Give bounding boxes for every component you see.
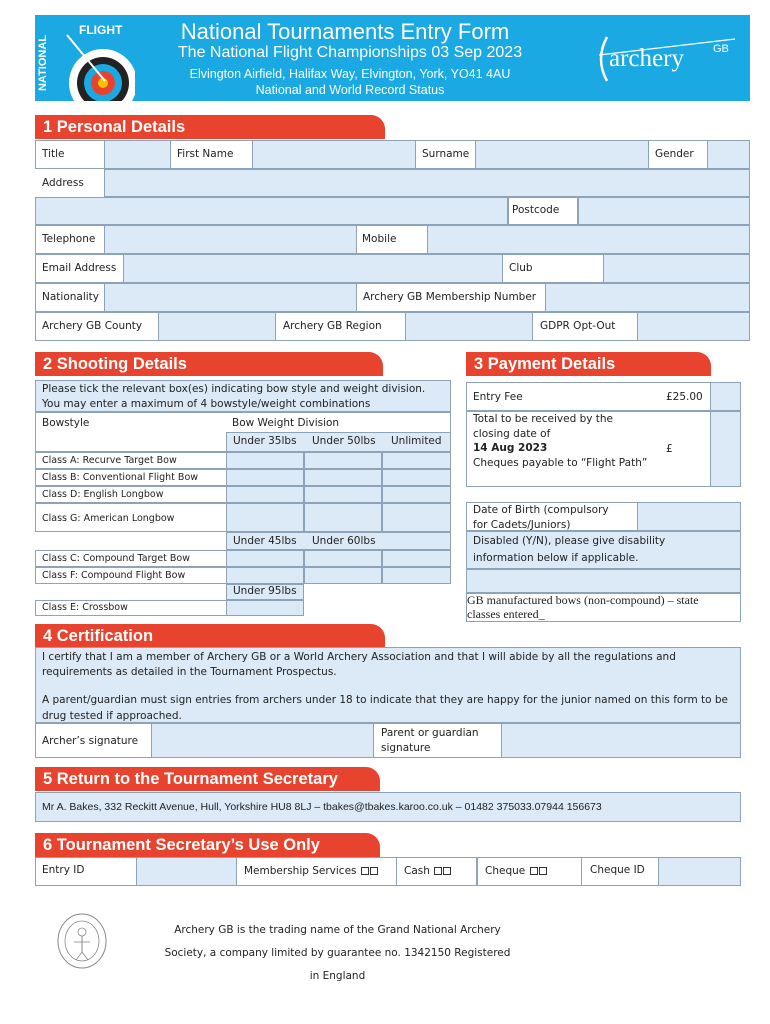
- cash-label: [404, 865, 451, 878]
- under-45-header: Under 45lbs: [233, 535, 297, 547]
- class-g-unlimited[interactable]: [382, 503, 451, 532]
- membership-number-label: Archery GB Membership Number: [363, 291, 537, 303]
- mobile-input[interactable]: [427, 225, 750, 254]
- unlimited-header: Unlimited: [391, 435, 442, 447]
- cheques-payable: Cheques payable to “Flight Path”: [473, 457, 648, 470]
- logo-national-text: NATIONAL: [37, 34, 50, 92]
- disabled-label: [473, 533, 665, 567]
- section-4-title: 4 Certification: [35, 624, 385, 647]
- email-input[interactable]: [123, 254, 503, 283]
- cheque-id-label: Cheque ID: [590, 864, 645, 876]
- email-label: Email Address: [42, 262, 117, 274]
- postcode-input[interactable]: [578, 197, 750, 225]
- cheque-text: Cheque: [485, 865, 526, 877]
- class-e-under95[interactable]: [226, 600, 304, 616]
- section-2-title: 2 Shooting Details: [35, 352, 383, 376]
- venue-text: [130, 66, 570, 99]
- class-f-unlimited[interactable]: [382, 567, 451, 584]
- nationality-input[interactable]: [104, 283, 357, 312]
- footer-line-3: in England: [309, 970, 366, 982]
- total-input[interactable]: [710, 411, 741, 487]
- address-input-line1[interactable]: [104, 169, 750, 197]
- class-d-label: Class D: English Longbow: [42, 489, 164, 500]
- class-g-label: Class G: American Longbow: [42, 513, 175, 524]
- certification-para1-line1: I certify that I am a member of Archery GB or a World Archery Association and that I will abide by all the regulations and: [42, 651, 676, 663]
- club-label: Club: [509, 262, 533, 274]
- class-d-under50[interactable]: [304, 486, 382, 503]
- gb-bows-line-2: classes entered_: [467, 607, 545, 622]
- certification-text: [42, 650, 728, 724]
- class-b-under50[interactable]: [304, 469, 382, 486]
- cheque-label: [485, 865, 547, 878]
- under-60-header: Under 60lbs: [312, 535, 376, 547]
- form-title: National Tournaments Entry Form: [180, 19, 510, 44]
- dob-line-2: for Cadets/Juniors): [473, 518, 571, 531]
- entry-id-label: Entry ID: [42, 864, 85, 876]
- surname-input[interactable]: [475, 140, 649, 169]
- cash-checkbox-1[interactable]: [434, 867, 442, 875]
- cheque-checkbox-2[interactable]: [539, 867, 547, 875]
- certification-para2-line2: drug tested if approached.: [42, 709, 182, 722]
- class-a-under35[interactable]: [226, 452, 304, 469]
- section-3-title: 3 Payment Details: [466, 352, 711, 376]
- telephone-input[interactable]: [104, 225, 357, 254]
- section-1-title: 1 Personal Details: [35, 115, 385, 139]
- class-e-label: Class E: Crossbow: [42, 602, 128, 613]
- entry-fee-value: £25.00: [666, 391, 703, 403]
- class-b-unlimited[interactable]: [382, 469, 451, 486]
- class-c-unlimited[interactable]: [382, 550, 451, 567]
- gb-bows-label: [467, 593, 699, 622]
- footer-text: [160, 919, 515, 988]
- class-a-label: Class A: Recurve Target Bow: [42, 455, 177, 466]
- class-c-under45[interactable]: [226, 550, 304, 567]
- under-95-header: Under 95lbs: [233, 585, 297, 597]
- class-a-under50[interactable]: [304, 452, 382, 469]
- archery-logo-gb: GB: [713, 43, 729, 55]
- gb-bows-line-1: GB manufactured bows (non-compound) – state: [467, 593, 699, 607]
- postcode-label: Postcode: [512, 204, 560, 216]
- weight-division-header: Bow Weight Division: [232, 417, 340, 429]
- section-6-title: 6 Tournament Secretary’s Use Only: [35, 833, 380, 857]
- region-label: Archery GB Region: [283, 320, 382, 332]
- address-input-line2[interactable]: [35, 197, 508, 225]
- status-line: National and World Record Status: [255, 83, 445, 98]
- cheque-checkbox-1[interactable]: [530, 867, 538, 875]
- address-label: Address: [42, 177, 84, 189]
- return-address: Mr A. Bakes, 332 Reckitt Avenue, Hull, Yorkshire HU8 8LJ – tbakes@tbakes.karoo.co.uk – 01482 375033.07944 156673: [42, 801, 602, 813]
- entry-id-input[interactable]: [136, 857, 237, 886]
- gdpr-input[interactable]: [637, 312, 750, 341]
- archer-signature-label: Archer’s signature: [42, 735, 139, 747]
- class-c-under60[interactable]: [304, 550, 382, 567]
- shooting-instructions-text: [42, 382, 425, 411]
- archery-gb-logo: [585, 25, 745, 91]
- entry-fee-input[interactable]: [710, 382, 741, 411]
- title-label: Title: [42, 148, 65, 160]
- parent-sig-line-1: Parent or guardian: [381, 727, 479, 739]
- class-g-under50[interactable]: [304, 503, 382, 532]
- gender-label: Gender: [655, 148, 694, 160]
- cash-text: Cash: [404, 865, 430, 877]
- bowstyle-header: Bowstyle: [42, 417, 90, 429]
- dob-line-1: Date of Birth (compulsory: [473, 504, 609, 516]
- total-text: [473, 412, 647, 471]
- total-pound-sign: £: [666, 443, 673, 455]
- event-name: The National Flight Championships 03 Sep 2023: [177, 44, 523, 61]
- class-f-under60[interactable]: [304, 567, 382, 584]
- county-input[interactable]: [158, 312, 276, 341]
- gdpr-label: GDPR Opt-Out: [540, 320, 616, 332]
- footer-line-1: Archery GB is the trading name of the Grand National Archery: [174, 924, 501, 936]
- cash-checkbox-2[interactable]: [443, 867, 451, 875]
- first-name-input[interactable]: [252, 140, 416, 169]
- cheque-id-input[interactable]: [658, 857, 741, 886]
- telephone-label: Telephone: [42, 233, 96, 245]
- class-b-label: Class B: Conventional Flight Bow: [42, 472, 199, 483]
- under-50-header: Under 50lbs: [312, 435, 376, 447]
- title-input[interactable]: [104, 140, 171, 169]
- first-name-label: First Name: [177, 148, 234, 160]
- class-d-under35[interactable]: [226, 486, 304, 503]
- class-c-label: Class C: Compound Target Bow: [42, 553, 191, 564]
- archery-logo-word: archery: [609, 45, 684, 72]
- closing-date: 14 Aug 2023: [473, 442, 548, 455]
- certification-para1-line2: requirements as detailed in the Tournament Prospectus.: [42, 666, 337, 679]
- instructions-line-2: You may enter a maximum of 4 bowstyle/weight combinations: [42, 397, 371, 410]
- membership-number-input[interactable]: [545, 283, 750, 312]
- class-f-label: Class F: Compound Flight Bow: [42, 570, 186, 581]
- parent-signature-label: [381, 726, 479, 756]
- parent-sig-line-2: signature: [381, 742, 431, 755]
- surname-label: Surname: [422, 148, 470, 160]
- archer-signature-input[interactable]: [151, 723, 374, 758]
- logo-flight-text: FLIGHT: [79, 23, 123, 37]
- under-35-header: Under 35lbs: [233, 435, 297, 447]
- total-line-1: Total to be received by the: [473, 413, 614, 425]
- membership-services-checkbox-2[interactable]: [370, 867, 378, 875]
- dob-label: [473, 503, 609, 532]
- entry-fee-label: Entry Fee: [473, 391, 523, 403]
- disability-info-input[interactable]: [466, 569, 741, 593]
- certification-para2-line1: A parent/guardian must sign entries from archers under 18 to indicate that they are happy for the junior named on this form to be: [42, 694, 729, 707]
- membership-services-text: Membership Services: [244, 865, 357, 877]
- gender-input[interactable]: [707, 140, 750, 169]
- class-b-under35[interactable]: [226, 469, 304, 486]
- form-header: [35, 15, 750, 101]
- footer-line-2: Society, a company limited by guarantee no. 1342150 Registered: [164, 947, 511, 959]
- venue-line: Elvington Airfield, Halifax Way, Elvington, York, YO41 4AU: [189, 67, 511, 81]
- membership-services-checkbox-1[interactable]: [361, 867, 369, 875]
- mobile-label: Mobile: [362, 233, 397, 245]
- club-input[interactable]: [603, 254, 750, 283]
- class-a-unlimited[interactable]: [382, 452, 451, 469]
- class-g-under35[interactable]: [226, 503, 304, 532]
- instructions-line-1: Please tick the relevant box(es) indicating bow style and weight division.: [42, 383, 426, 395]
- region-input[interactable]: [405, 312, 533, 341]
- gnas-seal: [56, 912, 108, 970]
- disabled-line-1: Disabled (Y/N), please give disability: [473, 535, 666, 547]
- nationality-label: Nationality: [42, 291, 100, 303]
- dob-input[interactable]: [637, 502, 741, 531]
- membership-services-label: [244, 865, 378, 878]
- disabled-line-2: information below if applicable.: [473, 551, 639, 564]
- class-d-unlimited[interactable]: [382, 486, 451, 503]
- total-line-2: closing date of: [473, 427, 551, 440]
- section-5-title: 5 Return to the Tournament Secretary: [35, 767, 380, 791]
- county-label: Archery GB County: [42, 320, 143, 332]
- parent-signature-input[interactable]: [501, 723, 741, 758]
- class-f-under45[interactable]: [226, 567, 304, 584]
